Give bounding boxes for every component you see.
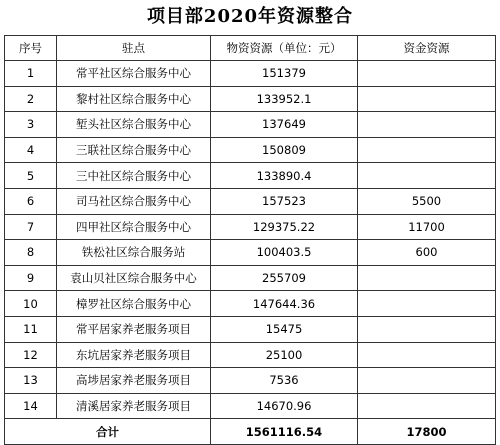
cell-material: 15475	[211, 316, 358, 342]
cell-cash	[358, 61, 496, 87]
cell-cash	[358, 291, 496, 317]
total-material: 1561116.54	[211, 419, 358, 445]
table-row	[5, 137, 496, 163]
cell-cash	[358, 163, 496, 189]
table-header-row	[5, 36, 496, 61]
cell-site: 常平社区综合服务中心	[57, 61, 211, 87]
cell-cash	[358, 137, 496, 163]
header-site: 驻点	[57, 36, 211, 61]
cell-material: 129375.22	[211, 214, 358, 240]
cell-cash	[358, 112, 496, 138]
cell-material: 151379	[211, 61, 358, 87]
total-cash: 17800	[358, 419, 496, 445]
total-label: 合计	[5, 419, 211, 445]
total-row	[5, 419, 496, 445]
cell-cash	[358, 86, 496, 112]
table-row	[5, 316, 496, 342]
table-row	[5, 342, 496, 368]
cell-site: 高埗居家养老服务项目	[57, 368, 211, 394]
cell-site: 清溪居家养老服务项目	[57, 393, 211, 419]
cell-site: 堑头社区综合服务中心	[57, 112, 211, 138]
table-body	[5, 61, 496, 419]
cell-cash	[358, 342, 496, 368]
header-seq: 序号	[5, 36, 57, 61]
cell-site: 三联社区综合服务中心	[57, 137, 211, 163]
table-row	[5, 112, 496, 138]
cell-site: 东坑居家养老服务项目	[57, 342, 211, 368]
cell-site: 四甲社区综合服务中心	[57, 214, 211, 240]
cell-site: 铁松社区综合服务站	[57, 240, 211, 266]
cell-seq: 9	[5, 265, 57, 291]
page-title: 项目部2020年资源整合	[146, 6, 354, 27]
cell-material: 133890.4	[211, 163, 358, 189]
cell-site: 司马社区综合服务中心	[57, 188, 211, 214]
cell-material: 157523	[211, 188, 358, 214]
table-row	[5, 393, 496, 419]
cell-seq: 4	[5, 137, 57, 163]
cell-site: 三中社区综合服务中心	[57, 163, 211, 189]
cell-cash	[358, 368, 496, 394]
cell-material: 137649	[211, 112, 358, 138]
cell-cash: 600	[358, 240, 496, 266]
table-row	[5, 61, 496, 87]
cell-material: 100403.5	[211, 240, 358, 266]
cell-cash	[358, 316, 496, 342]
cell-seq: 3	[5, 112, 57, 138]
cell-cash: 5500	[358, 188, 496, 214]
cell-material: 255709	[211, 265, 358, 291]
cell-site: 常平居家养老服务项目	[57, 316, 211, 342]
table-row	[5, 240, 496, 266]
cell-site: 樟罗社区综合服务中心	[57, 291, 211, 317]
table-row	[5, 86, 496, 112]
cell-seq: 7	[5, 214, 57, 240]
table-row	[5, 368, 496, 394]
cell-cash: 11700	[358, 214, 496, 240]
cell-seq: 13	[5, 368, 57, 394]
table-row	[5, 163, 496, 189]
cell-seq: 10	[5, 291, 57, 317]
cell-cash	[358, 265, 496, 291]
table-row	[5, 214, 496, 240]
cell-site: 袁山贝社区综合服务中心	[57, 265, 211, 291]
header-cash: 资金资源	[358, 36, 496, 61]
cell-seq: 2	[5, 86, 57, 112]
cell-material: 147644.36	[211, 291, 358, 317]
cell-seq: 8	[5, 240, 57, 266]
table-row	[5, 188, 496, 214]
cell-material: 25100	[211, 342, 358, 368]
cell-material: 7536	[211, 368, 358, 394]
cell-seq: 14	[5, 393, 57, 419]
cell-seq: 12	[5, 342, 57, 368]
cell-cash	[358, 393, 496, 419]
cell-material: 14670.96	[211, 393, 358, 419]
cell-seq: 6	[5, 188, 57, 214]
table-row	[5, 291, 496, 317]
table-row	[5, 265, 496, 291]
cell-seq: 5	[5, 163, 57, 189]
cell-site: 黎村社区综合服务中心	[57, 86, 211, 112]
header-material: 物资资源（单位：元）	[211, 36, 358, 61]
cell-material: 150809	[211, 137, 358, 163]
cell-seq: 11	[5, 316, 57, 342]
cell-seq: 1	[5, 61, 57, 87]
cell-material: 133952.1	[211, 86, 358, 112]
resource-table	[4, 35, 496, 445]
